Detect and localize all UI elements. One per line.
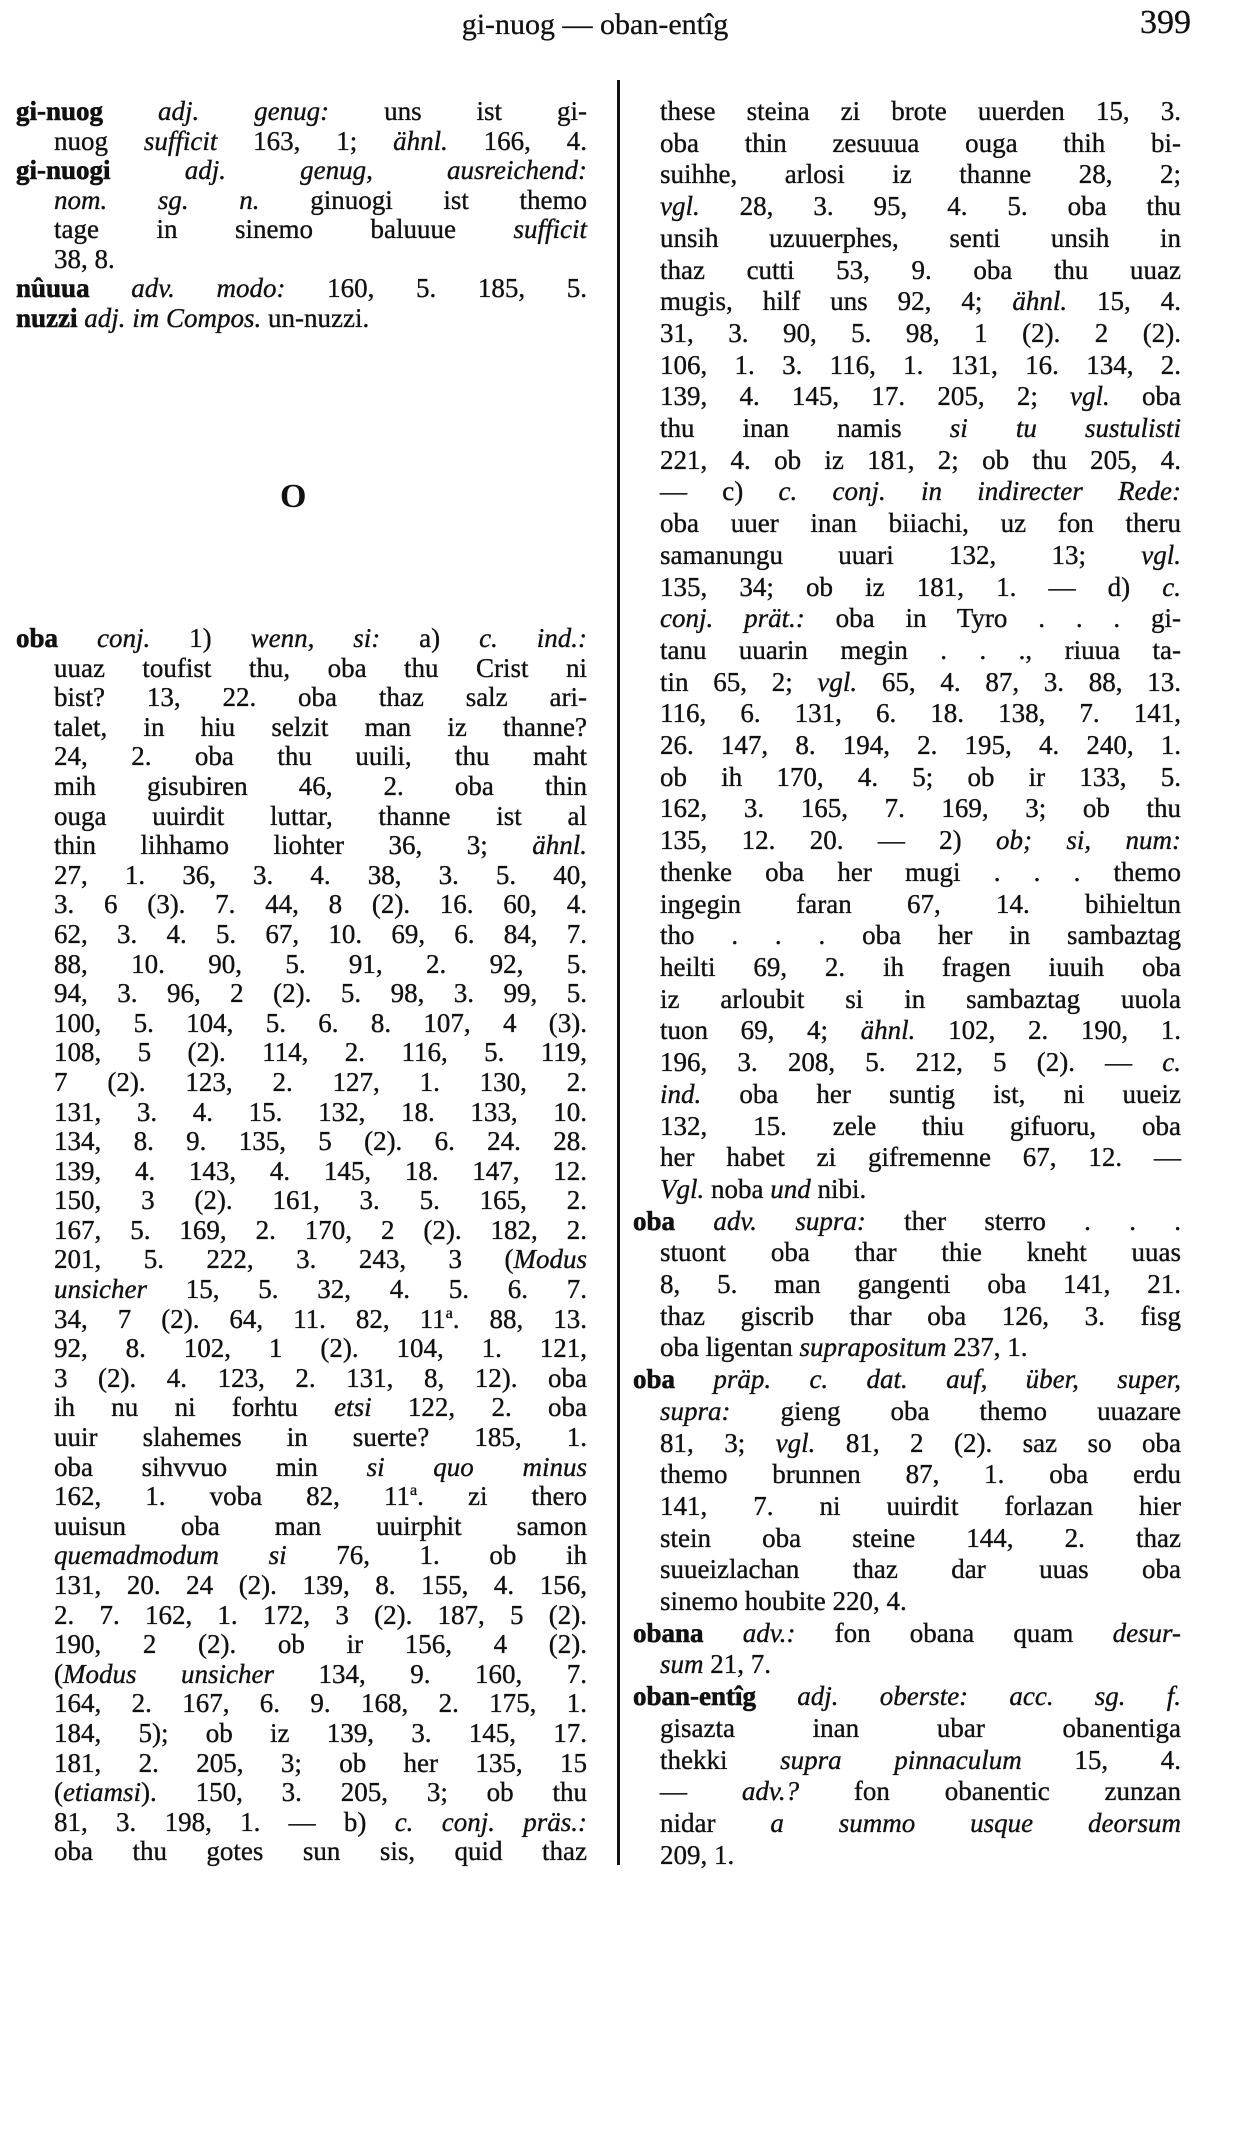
italic-gloss: si tu sustulisti: [949, 413, 1181, 444]
entry-line: [633, 350, 1181, 382]
text-run: 62, 3. 4. 5. 67, 10. 69, 6. 84, 7.: [54, 918, 587, 949]
text-run: these steina zi brote uuerden 15, 3.: [660, 96, 1181, 126]
text-run: 237, 1.: [946, 1332, 1028, 1363]
page-number: 399: [1140, 4, 1191, 41]
text-run: [90, 273, 132, 303]
entry-line: [633, 1301, 1181, 1333]
italic-gloss: adv. supra:: [713, 1205, 866, 1236]
entry-line: [633, 1174, 1181, 1206]
text-run: suueizlachan thaz dar uuas oba: [660, 1554, 1181, 1585]
text-run: fon obana quam: [795, 1617, 1113, 1648]
italic-gloss: sufficit: [143, 125, 218, 156]
text-run: 15, 4.: [1067, 286, 1181, 317]
text-run: 81, 3. 198, 1. — b): [54, 1806, 395, 1837]
text-run: [675, 1206, 713, 1236]
entry-line: [633, 318, 1181, 350]
entry-line: [633, 508, 1181, 540]
italic-gloss: adv.:: [742, 1617, 796, 1648]
entry-line: [633, 952, 1181, 984]
text-run: 8, 5. man gangenti oba 141, 21.: [660, 1269, 1181, 1300]
italic-gloss: supra:: [660, 1395, 731, 1426]
entry-line: [633, 762, 1181, 794]
text-run: 167, 5. 169, 2. 170, 2 (2). 182, 2.: [54, 1214, 587, 1245]
text-run: 160, 5. 185, 5.: [285, 273, 588, 303]
entry-line: [16, 1305, 587, 1335]
entry-headline: [16, 274, 587, 304]
italic-gloss: etiamsi: [63, 1777, 141, 1808]
text-run: — c): [660, 476, 779, 507]
text-run: [675, 1364, 713, 1394]
text-run: (: [54, 1658, 63, 1689]
text-run: 81, 2 (2). saz so oba: [815, 1427, 1181, 1458]
text-run: 139, 4. 145, 17. 205, 2;: [660, 381, 1071, 412]
text-run: 190, 2 (2). ob ir 156, 4 (2).: [54, 1629, 587, 1660]
entry-line: [633, 1586, 1181, 1618]
entry-line: [633, 128, 1181, 160]
entry-line: [16, 1186, 587, 1216]
text-run: thu inan namis: [660, 413, 950, 444]
running-header: gi-nuog — oban-entîg: [461, 8, 729, 41]
entry-line: [633, 1396, 1181, 1428]
headword: gi-nuogi: [16, 155, 111, 185]
column-divider: [617, 80, 620, 1865]
text-run: oba thu gotes sun sis, quid thaz: [54, 1836, 587, 1867]
text-run: 221, 4. ob iz 181, 2; ob thu 205, 4.: [660, 444, 1181, 475]
text-run: 162, 3. 165, 7. 169, 3; ob thu: [660, 793, 1181, 824]
entry-line: [633, 889, 1181, 921]
entry-line: [633, 445, 1181, 477]
entry-headline: [633, 1364, 1181, 1396]
text-run: 122, 2. oba: [371, 1392, 587, 1423]
text-run: 134, 9. 160, 7.: [274, 1658, 588, 1689]
italic-gloss: vgl.: [1141, 539, 1181, 570]
entry-line: [633, 96, 1181, 128]
text-run: 15, 4.: [1021, 1744, 1181, 1775]
text-run: 131, 3. 4. 15. 132, 18. 133, 10.: [54, 1096, 587, 1127]
text-run: sinemo houbite 220, 4.: [660, 1586, 907, 1617]
text-run: ). 150, 3. 205, 3; ob thu: [141, 1777, 587, 1808]
text-run: ouga uuirdit luttar, thanne ist al: [54, 800, 587, 831]
left-column-bottom-entries: [16, 624, 587, 1867]
entry-line: [16, 1245, 587, 1275]
text-run: uuaz toufist thu, oba thu Crist ni: [54, 652, 587, 683]
entry-line: [633, 984, 1181, 1016]
text-run: 38, 8.: [54, 243, 115, 274]
italic-gloss: wenn, si:: [250, 623, 381, 653]
entry-line: [633, 1111, 1181, 1143]
entry-line: [16, 920, 587, 950]
entry-line: [633, 635, 1181, 667]
entry-line: [633, 1745, 1181, 1777]
entry-line: [633, 1776, 1181, 1808]
entry-line: [16, 1038, 587, 1068]
entry-line: [16, 215, 587, 245]
headword: obana: [633, 1617, 704, 1648]
headword: nuzzi: [16, 302, 78, 333]
italic-gloss: nom. sg. n.: [54, 184, 260, 215]
text-run: 116, 6. 131, 6. 18. 138, 7. 141,: [660, 698, 1181, 729]
entry-line: [633, 223, 1181, 255]
entry-line: [16, 742, 587, 772]
italic-gloss: c.: [1162, 571, 1181, 602]
text-run: 15, 5. 32, 4. 5. 6. 7.: [146, 1274, 587, 1305]
entry-line: [16, 683, 587, 713]
text-run: fon obanentic zunzan: [799, 1776, 1181, 1807]
text-run: thaz cutti 53, 9. oba thu uuaz: [660, 254, 1181, 285]
text-run: 27, 1. 36, 3. 4. 38, 3. 5. 40,: [54, 859, 587, 890]
text-run: 76, 1. ob ih: [286, 1540, 587, 1571]
italic-gloss: conj. prät.:: [660, 603, 805, 634]
right-column-entries: [633, 96, 1181, 1871]
text-run: 24, 2. oba thu uuili, thu maht: [54, 741, 587, 772]
entry-line: [633, 793, 1181, 825]
entry-line: [16, 245, 587, 275]
entry-line: [16, 1541, 587, 1571]
superscript: a: [445, 1303, 453, 1322]
text-run: 88, 10. 90, 5. 91, 2. 92, 5.: [54, 948, 587, 979]
italic-gloss: c. ind.:: [479, 623, 587, 653]
text-run: talet, in hiu selzit man iz thanne?: [54, 711, 587, 742]
entry-line: [16, 1423, 587, 1453]
text-run: [704, 1618, 743, 1648]
entry-line: [16, 1364, 587, 1394]
italic-gloss: suprapositum: [799, 1332, 947, 1363]
text-run: stein oba steine 144, 2. thaz: [660, 1522, 1181, 1553]
entry-line: [16, 1630, 587, 1660]
entry-line: [633, 381, 1181, 413]
entry-line: [633, 1269, 1181, 1301]
text-run: 164, 2. 167, 6. 9. 168, 2. 175, 1.: [54, 1688, 587, 1719]
text-run: her habet zi gifremenne 67, 12. —: [660, 1142, 1181, 1173]
text-run: oba thin zesuuua ouga thih bi-: [660, 127, 1181, 158]
entry-line: [16, 1482, 587, 1512]
entry-line: [16, 1275, 587, 1305]
entry-line: [633, 1840, 1181, 1872]
text-run: uuir slahemes in suerte? 185, 1.: [54, 1422, 587, 1453]
italic-gloss: quemadmodum si: [54, 1540, 287, 1571]
text-run: [756, 1681, 797, 1711]
text-run: oba: [1109, 381, 1181, 412]
entry-line: [16, 772, 587, 802]
text-run: nuog: [54, 125, 144, 156]
text-run: [58, 623, 97, 653]
entry-line: [633, 667, 1181, 699]
text-run: thekki: [660, 1744, 781, 1775]
entry-line: [633, 1523, 1181, 1555]
italic-gloss: Vgl.: [660, 1173, 705, 1204]
italic-gloss: sufficit: [513, 214, 587, 244]
text-run: thenke oba her mugi . . . themo: [660, 856, 1181, 887]
text-run: 135, 34; ob iz 181, 1. — d): [660, 571, 1163, 602]
text-run: 141, 7. ni uuirdit forlazan hier: [660, 1490, 1181, 1521]
italic-gloss: etsi: [334, 1392, 372, 1423]
text-run: mugis, hilf uns 92, 4;: [660, 286, 1013, 317]
italic-gloss: adj. genug:: [157, 96, 330, 126]
italic-gloss: vgl.: [660, 191, 700, 222]
entry-line: [16, 1216, 587, 1246]
italic-gloss: Modus unsicher: [63, 1658, 274, 1689]
italic-gloss: Modus: [513, 1244, 587, 1275]
italic-gloss: ob; si, num:: [996, 825, 1181, 856]
text-run: 65, 4. 87, 3. 88, 13.: [857, 666, 1181, 697]
entry-line: [16, 1127, 587, 1157]
entry-line: [16, 861, 587, 891]
text-run: 100, 5. 104, 5. 6. 8. 107, 4 (3).: [54, 1007, 587, 1038]
entry-line: [633, 191, 1181, 223]
entry-headline: [633, 1206, 1181, 1238]
entry-headline: [16, 156, 587, 186]
text-run: 3 (2). 4. 123, 2. 131, 8, 12). oba: [54, 1362, 587, 1393]
italic-gloss: desur-: [1112, 1617, 1182, 1648]
text-run: ih nu ni forhtu: [54, 1392, 335, 1423]
text-run: noba: [704, 1173, 771, 1204]
text-run: uns ist gi-: [329, 96, 587, 126]
italic-gloss: a summo usque deorsum: [770, 1807, 1181, 1838]
text-run: . 88, 13.: [452, 1303, 588, 1334]
text-run: themo brunnen 87, 1. oba erdu: [660, 1459, 1181, 1490]
entry-headline: [633, 1681, 1181, 1713]
text-run: [111, 155, 185, 185]
text-run: 201, 5. 222, 3. 243, 3 (: [54, 1244, 514, 1275]
italic-gloss: vgl.: [817, 666, 858, 697]
text-run: 102, 2. 190, 1.: [915, 1015, 1181, 1046]
text-run: 7 (2). 123, 2. 127, 1. 130, 2.: [54, 1066, 587, 1097]
entry-line: [16, 1601, 587, 1631]
text-run: heilti 69, 2. ih fragen iuuih oba: [660, 951, 1181, 982]
italic-gloss: adv.?: [741, 1776, 800, 1807]
entry-line: [16, 1393, 587, 1423]
entry-line: [16, 654, 587, 684]
italic-gloss: adj. im Compos.: [84, 302, 262, 333]
italic-gloss: vgl.: [1070, 381, 1110, 412]
entry-line: [633, 825, 1181, 857]
entry-line: [633, 1237, 1181, 1269]
entry-line: [16, 713, 587, 743]
entry-line: [633, 255, 1181, 287]
entry-line: [633, 159, 1181, 191]
entry-line: [16, 802, 587, 832]
text-run: tuon 69, 4;: [660, 1015, 861, 1046]
entry-line: [633, 1491, 1181, 1523]
italic-gloss: vgl.: [775, 1427, 816, 1458]
entry-line: [16, 1334, 587, 1364]
entry-line: [633, 1079, 1181, 1111]
text-run: samanungu uuari 132, 13;: [660, 539, 1142, 570]
text-run: a): [380, 623, 480, 653]
italic-gloss: adj. genug, ausreichend:: [184, 155, 587, 185]
text-run: 28, 3. 95, 4. 5. oba thu: [699, 191, 1181, 222]
entry-line: [633, 413, 1181, 445]
entry-line: [16, 1660, 587, 1690]
entry-line: [633, 1649, 1181, 1681]
entry-line: [633, 1713, 1181, 1745]
text-run: uuisun oba man uuirphit samon: [54, 1510, 587, 1541]
text-run: 132, 15. zele thiu gifuoru, oba: [660, 1110, 1181, 1141]
italic-gloss: ähnl.: [1012, 286, 1068, 317]
text-run: ingegin faran 67, 14. bihieltun: [660, 888, 1181, 919]
entry-line: [16, 831, 587, 861]
entry-line: [16, 1837, 587, 1867]
entry-line: [16, 1098, 587, 1128]
text-run: oba sihvvuo min: [54, 1451, 367, 1482]
text-run: 92, 8. 102, 1 (2). 104, 1. 121,: [54, 1333, 587, 1364]
text-run: . zi thero: [417, 1481, 588, 1512]
text-run: 196, 3. 208, 5. 212, 5 (2). —: [660, 1047, 1163, 1078]
entry-line: [16, 1157, 587, 1187]
text-run: 139, 4. 143, 4. 145, 18. 147, 12.: [54, 1155, 587, 1186]
italic-gloss: und: [770, 1173, 811, 1204]
left-column-top-entries: [16, 97, 587, 333]
entry-line: [16, 1009, 587, 1039]
entry-headline: [16, 624, 587, 654]
entry-line: [16, 1571, 587, 1601]
text-run: 21, 7.: [703, 1649, 772, 1680]
italic-gloss: ähnl.: [393, 125, 448, 156]
entry-line: [633, 730, 1181, 762]
text-run: stuont oba thar thie kneht uuas: [660, 1237, 1181, 1268]
text-run: 94, 3. 96, 2 (2). 5. 98, 3. 99, 5.: [54, 978, 587, 1009]
italic-gloss: sum: [660, 1649, 704, 1680]
text-run: 81, 3;: [660, 1427, 776, 1458]
headword: nûuua: [16, 273, 90, 303]
text-run: 162, 1. voba 82, 11: [54, 1481, 410, 1512]
entry-line: [16, 1808, 587, 1838]
entry-line: [633, 1428, 1181, 1460]
text-run: suihhe, arlosi iz thanne 28, 2;: [660, 159, 1181, 190]
entry-line: [633, 572, 1181, 604]
entry-line: [633, 476, 1181, 508]
text-run: 3. 6 (3). 7. 44, 8 (2). 16. 60, 4.: [54, 889, 587, 920]
headword: gi-nuog: [16, 96, 104, 126]
italic-gloss: c. conj. in indirecter Rede:: [778, 476, 1181, 507]
text-run: 26. 147, 8. 194, 2. 195, 4. 240, 1.: [660, 730, 1181, 761]
text-run: 2. 7. 162, 1. 172, 3 (2). 187, 5 (2).: [54, 1599, 587, 1630]
entry-headline: [633, 1618, 1181, 1650]
text-run: —: [660, 1776, 742, 1807]
entry-line: [16, 1749, 587, 1779]
text-run: un-nuzzi.: [261, 302, 370, 333]
entry-line: [16, 1512, 587, 1542]
headword: oban-entîg: [633, 1681, 757, 1712]
headword: oba: [633, 1364, 676, 1395]
text-run: 150, 3 (2). 161, 3. 5. 165, 2.: [54, 1185, 587, 1216]
italic-gloss: c. conj. präs.:: [394, 1806, 587, 1837]
text-run: ginuogi ist themo: [259, 184, 588, 215]
text-run: unsih uzuuerphes, senti unsih in: [660, 222, 1181, 253]
entry-line: [633, 1459, 1181, 1491]
text-run: gieng oba themo uuazare: [730, 1395, 1181, 1426]
entry-headline: [16, 304, 587, 334]
text-run: 131, 20. 24 (2). 139, 8. 155, 4. 156,: [54, 1570, 587, 1600]
entry-line: [16, 979, 587, 1009]
text-run: nibi.: [810, 1173, 867, 1204]
text-run: 181, 2. 205, 3; ob her 135, 15: [54, 1747, 587, 1778]
text-run: oba uuer inan biiachi, uz fon theru: [660, 508, 1181, 539]
text-run: oba her suntig ist, ni uueiz: [701, 1078, 1181, 1109]
text-run: tage in sinemo baluuue: [54, 214, 514, 244]
text-run: mih gisubiren 46, 2. oba thin: [54, 770, 587, 801]
entry-line: [633, 698, 1181, 730]
text-run: (: [54, 1777, 63, 1808]
headword: oba: [16, 623, 59, 653]
entry-headline: [16, 97, 587, 127]
entry-line: [16, 1778, 587, 1808]
text-run: ther sterro . . .: [865, 1205, 1182, 1236]
text-run: tho . . . oba her in sambaztag: [660, 920, 1181, 951]
text-run: bist? 13, 22. oba thaz salz ari-: [54, 682, 587, 713]
entry-line: [16, 890, 587, 920]
text-run: 163, 1;: [217, 125, 394, 156]
italic-gloss: adv. modo:: [131, 273, 286, 303]
text-run: 134, 8. 9. 135, 5 (2). 6. 24. 28.: [54, 1126, 587, 1157]
text-run: 34, 7 (2). 64, 11. 82, 11: [54, 1303, 446, 1334]
text-run: gisazta inan ubar obanentiga: [660, 1712, 1181, 1743]
italic-gloss: ähnl.: [860, 1015, 916, 1046]
text-run: 106, 1. 3. 116, 1. 131, 16. 134, 2.: [660, 349, 1181, 380]
italic-gloss: conj.: [96, 623, 151, 653]
entry-line: [633, 1142, 1181, 1174]
text-run: 184, 5); ob iz 139, 3. 145, 17.: [54, 1717, 587, 1748]
entry-line: [16, 127, 587, 157]
superscript: a: [409, 1481, 418, 1500]
text-run: nidar: [660, 1807, 771, 1838]
text-run: tanu uuarin megin . . ., riuua ta-: [660, 634, 1181, 665]
italic-gloss: supra pinnaculum: [780, 1744, 1022, 1775]
entry-line: [633, 1015, 1181, 1047]
text-run: 31, 3. 90, 5. 98, 1 (2). 2 (2).: [660, 317, 1181, 348]
entry-line: [633, 1554, 1181, 1586]
entry-line: [16, 1719, 587, 1749]
text-run: ob ih 170, 4. 5; ob ir 133, 5.: [660, 761, 1181, 792]
entry-line: [633, 920, 1181, 952]
entry-line: [16, 1068, 587, 1098]
text-run: 1): [150, 623, 251, 653]
entry-line: [633, 1332, 1181, 1364]
italic-gloss: unsicher: [54, 1274, 147, 1305]
text-run: oba in Tyro . . . gi-: [804, 603, 1181, 634]
entry-line: [16, 950, 587, 980]
text-run: iz arloubit si in sambaztag uuola: [660, 983, 1181, 1014]
italic-gloss: si quo minus: [366, 1451, 587, 1482]
entry-line: [16, 1453, 587, 1483]
text-run: 135, 12. 20. — 2): [660, 825, 997, 856]
entry-line: [633, 857, 1181, 889]
section-letter-heading: O: [280, 478, 307, 515]
entry-line: [633, 1808, 1181, 1840]
entry-line: [16, 186, 587, 216]
entry-line: [633, 603, 1181, 635]
text-run: oba ligentan: [660, 1332, 800, 1363]
italic-gloss: ind.: [660, 1078, 702, 1109]
italic-gloss: adj. oberste: acc. sg. f.: [797, 1681, 1181, 1712]
entry-line: [633, 1047, 1181, 1079]
text-run: 166, 4.: [447, 125, 587, 156]
text-run: thaz giscrib thar oba 126, 3. fisg: [660, 1300, 1181, 1331]
italic-gloss: c.: [1162, 1047, 1181, 1078]
text-run: [103, 96, 158, 126]
text-run: tin 65, 2;: [660, 666, 818, 697]
entry-line: [16, 1689, 587, 1719]
italic-gloss: präp. c. dat. auf, über, super,: [713, 1364, 1181, 1395]
italic-gloss: ähnl.: [532, 830, 587, 861]
headword: oba: [633, 1205, 676, 1236]
text-run: 108, 5 (2). 114, 2. 116, 5. 119,: [54, 1037, 587, 1068]
text-run: thin lihhamo liohter 36, 3;: [54, 830, 533, 861]
entry-line: [633, 540, 1181, 572]
entry-line: [633, 286, 1181, 318]
text-run: 209, 1.: [660, 1839, 735, 1870]
